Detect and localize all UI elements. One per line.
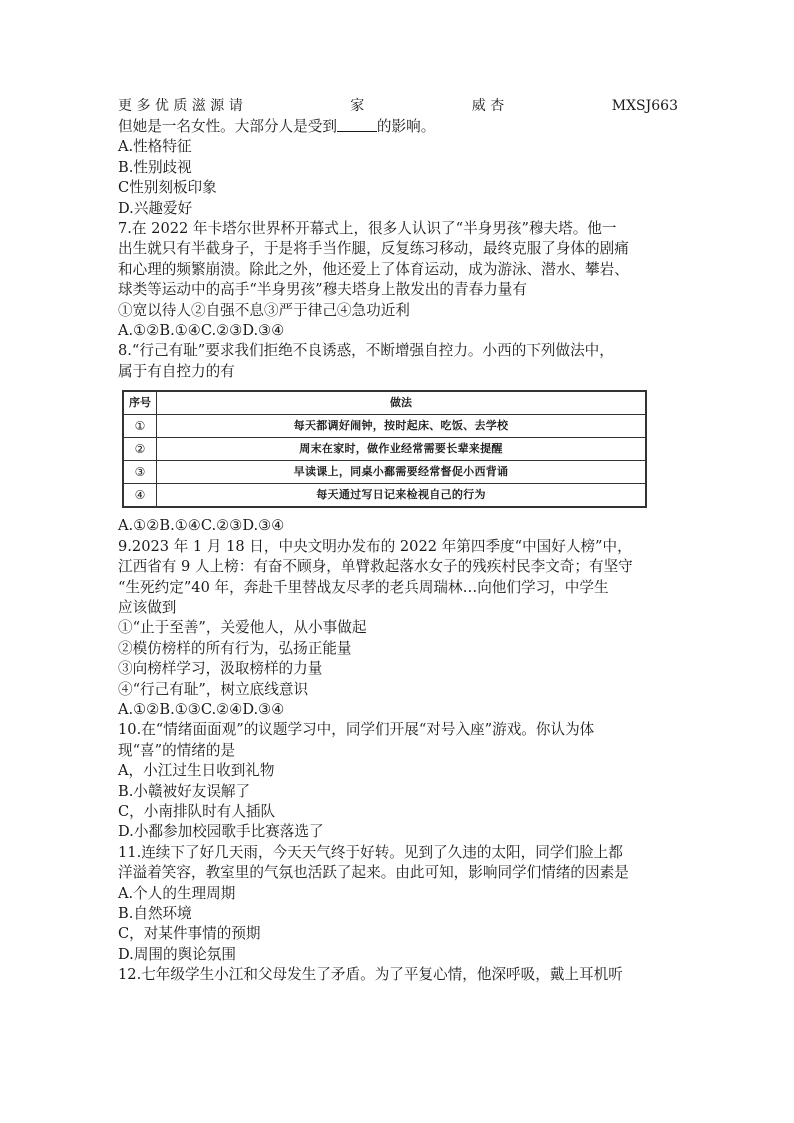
option: A，小江过生日收到礼物 — [118, 762, 275, 780]
question-line: ①宽以待人②自强不息③严于律己④急功近利 — [118, 301, 410, 319]
row-action: 每天通过写日记来检视自己的行为 — [157, 484, 647, 508]
option: D.小鄱参加校园歌手比赛落选了 — [118, 823, 324, 841]
option: B.自然环境 — [118, 905, 192, 922]
question-line: 球类等运动中的高手“半身男孩”穆夫塔身上散发出的青春力量有 — [118, 281, 527, 299]
question-line: 11.连续下了好几天雨，今天天气终于好转。见到了久违的太阳，同学们脸上都 — [118, 843, 623, 861]
row-action: 早读课上，同桌小鄱需要经常督促小西背诵 — [157, 461, 647, 484]
question-line: 7.在 2022 年卡塔尔世界杯开幕式上，很多人认识了“半身男孩”穆夫塔。他一 — [118, 220, 617, 238]
option: C，小南排队时有人插队 — [118, 802, 276, 820]
question-9 — [118, 537, 678, 721]
question-line: 洋溢着笑容，教室里的气氛也活跃了起来。由此可知，影响同学们情绪的因素是 — [118, 864, 629, 882]
question-line: 应该做到 — [118, 598, 177, 616]
table-header-row — [123, 391, 646, 415]
option: B.性别歧视 — [118, 158, 192, 176]
question-7 — [118, 219, 678, 341]
question-12 — [118, 965, 678, 985]
stem-text: 但她是一名女性。大部分人是受到 — [118, 118, 337, 135]
answer-options: A.①②B.①④C.②③D.③④ — [118, 517, 285, 535]
question-line: 现“喜”的情绪的是 — [118, 741, 236, 759]
option: C，对某件事情的预期 — [118, 925, 261, 943]
question-line: ③向榜样学习，汲取榜样的力量 — [118, 660, 323, 678]
question-line: ②模仿榜样的所有行为，弘扬正能量 — [118, 639, 352, 657]
question-6 — [118, 117, 678, 219]
table-row — [123, 438, 646, 461]
row-seq: ② — [123, 438, 157, 461]
row-action: 周末在家时，做作业经常需要长辈来提醒 — [157, 438, 647, 461]
header-segment: 威 杏 — [471, 98, 505, 114]
practice-table — [122, 390, 647, 508]
page-header — [118, 96, 678, 117]
header-segment: 家 — [350, 98, 365, 114]
header-code: MXSJ663 — [611, 98, 678, 114]
question-line: 出生就只有半截身子，于是将手当作腿，反复练习移动，最终克服了身体的剧痛 — [118, 240, 629, 258]
question-line: 8.“行己有耻”要求我们拒绝不良诱惑，不断增强自控力。小西的下列做法中， — [118, 342, 614, 360]
column-header-seq: 序号 — [123, 391, 157, 415]
question-line: ④“行己有耻”，树立底线意识 — [118, 680, 309, 698]
row-seq: ③ — [123, 461, 157, 484]
option: D.周围的舆论氛围 — [118, 945, 236, 963]
exam-page — [118, 96, 678, 986]
option: C性别刻板印象 — [118, 179, 217, 197]
question-line: 10.在“情绪面面观”的议题学习中，同学们开展“对号入座”游戏。你认为体 — [118, 721, 595, 739]
question-line: 江西省有 9 人上榜：有奋不顾身，单臂救起落水女子的残疾村民李文奇；有坚守 — [118, 558, 633, 576]
option: D.兴趣爱好 — [118, 199, 193, 217]
question-line: 属于有自控力的有 — [118, 362, 235, 380]
stem-text: 的影响。 — [376, 118, 436, 135]
question-10 — [118, 720, 678, 842]
answer-options: A.①②B.①④C.②③D.③④ — [118, 322, 285, 340]
question-stem — [118, 117, 678, 137]
question-line: 和心理的频繁崩溃。除此之外，他还爱上了体育运动，成为游泳、潜水、攀岩、 — [118, 260, 629, 278]
row-seq: ④ — [123, 484, 157, 508]
option: A.个人的生理周期 — [118, 884, 236, 902]
row-seq: ① — [123, 415, 157, 438]
option: A.性格特征 — [118, 138, 192, 156]
option: B.小赣被好友误解了 — [118, 782, 251, 800]
question-line: 12.七年级学生小江和父母发生了矛盾。为了平复心情，他深呼吸，戴上耳机听 — [118, 966, 623, 984]
answer-options: A.①②B.①③C.②④D.③④ — [118, 700, 285, 718]
table-row — [123, 461, 646, 484]
header-segment: 更 多 优 质 滋 源 请 — [118, 98, 243, 114]
row-action: 每天都调好闹钟，按时起床、吃饭、去学校 — [157, 415, 647, 438]
question-11 — [118, 843, 678, 965]
fill-blank — [337, 117, 377, 132]
column-header-action: 做法 — [157, 391, 647, 415]
question-line: “生死约定”40 年，奔赴千里替战友尽孝的老兵周瑞林…向他们学习，中学生 — [118, 578, 609, 596]
question-line: ①“止于至善”，关爱他人，从小事做起 — [118, 619, 367, 637]
table-row — [123, 415, 646, 438]
question-8 — [118, 341, 678, 536]
table-row — [123, 484, 646, 508]
question-line: 9.2023 年 1 月 18 日，中央文明办发布的 2022 年第四季度“中国好人榜”中， — [118, 537, 632, 555]
